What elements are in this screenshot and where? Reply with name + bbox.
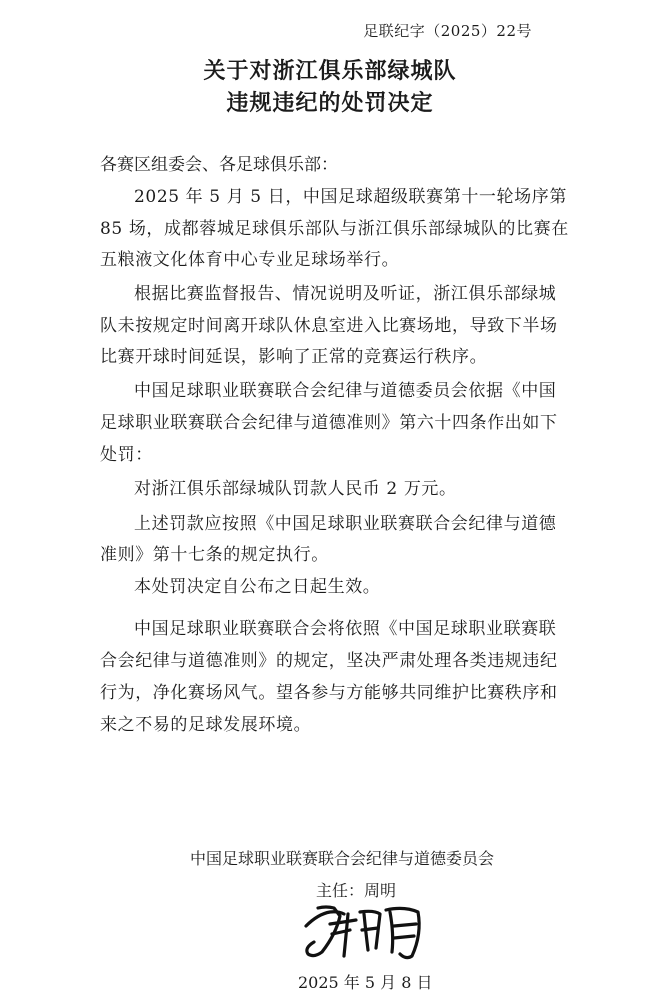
paragraph-3-line-3: 处罚： xyxy=(100,445,153,465)
paragraph-3-line-2: 足球职业联赛联合会纪律与道德准则》第六十四条作出如下 xyxy=(100,413,558,433)
document-title-line-1: 关于对浙江俱乐部绿城队 xyxy=(203,58,457,84)
paragraph-5-line-1: 上述罚款应按照《中国足球职业联赛联合会纪律与道德 xyxy=(134,514,557,534)
issuing-organization: 中国足球职业联赛联合会纪律与道德委员会 xyxy=(190,849,495,868)
paragraph-2-line-1: 根据比赛监督报告、情况说明及听证，浙江俱乐部绿城 xyxy=(134,284,557,304)
paragraph-7-line-4: 来之不易的足球发展环境。 xyxy=(100,715,312,735)
document-date: 2025 年 5 月 8 日 xyxy=(298,973,433,992)
paragraph-2-line-2: 队未按规定时间离开球队休息室进入比赛场地，导致下半场 xyxy=(100,316,558,336)
director-name: 主任：周明 xyxy=(316,881,397,900)
salutation: 各赛区组委会、各足球俱乐部： xyxy=(100,155,338,175)
paragraph-2-line-3: 比赛开球时间延误，影响了正常的竞赛运行秩序。 xyxy=(100,347,488,367)
paragraph-1-line-1: 2025 年 5 月 5 日，中国足球超级联赛第十一轮场序第 xyxy=(134,187,567,207)
paragraph-3-line-1: 中国足球职业联赛联合会纪律与道德委员会依据《中国 xyxy=(134,381,557,401)
handwritten-signature xyxy=(300,900,440,964)
paragraph-7-line-3: 行为，净化赛场风气。望各参与方能够共同维护比赛秩序和 xyxy=(100,683,558,703)
document-title-line-2: 违规违纪的处罚决定 xyxy=(226,90,434,116)
paragraph-5-line-2: 准则》第十七条的规定执行。 xyxy=(100,545,329,565)
paragraph-7-line-1: 中国足球职业联赛联合会将依照《中国足球职业联赛联 xyxy=(134,619,557,639)
paragraph-1-line-3: 五粮液文化体育中心专业足球场举行。 xyxy=(100,250,400,270)
paragraph-4-line-1: 对浙江俱乐部绿城队罚款人民币 2 万元。 xyxy=(134,479,457,499)
paragraph-7-line-2: 合会纪律与道德准则》的规定，坚决严肃处理各类违规违纪 xyxy=(100,651,558,671)
document-number: 足联纪字（2025）22号 xyxy=(363,22,532,40)
paragraph-6-line-1: 本处罚决定自公布之日起生效。 xyxy=(134,577,381,597)
paragraph-1-line-2: 85 场，成都蓉城足球俱乐部队与浙江俱乐部绿城队的比赛在 xyxy=(100,219,569,239)
